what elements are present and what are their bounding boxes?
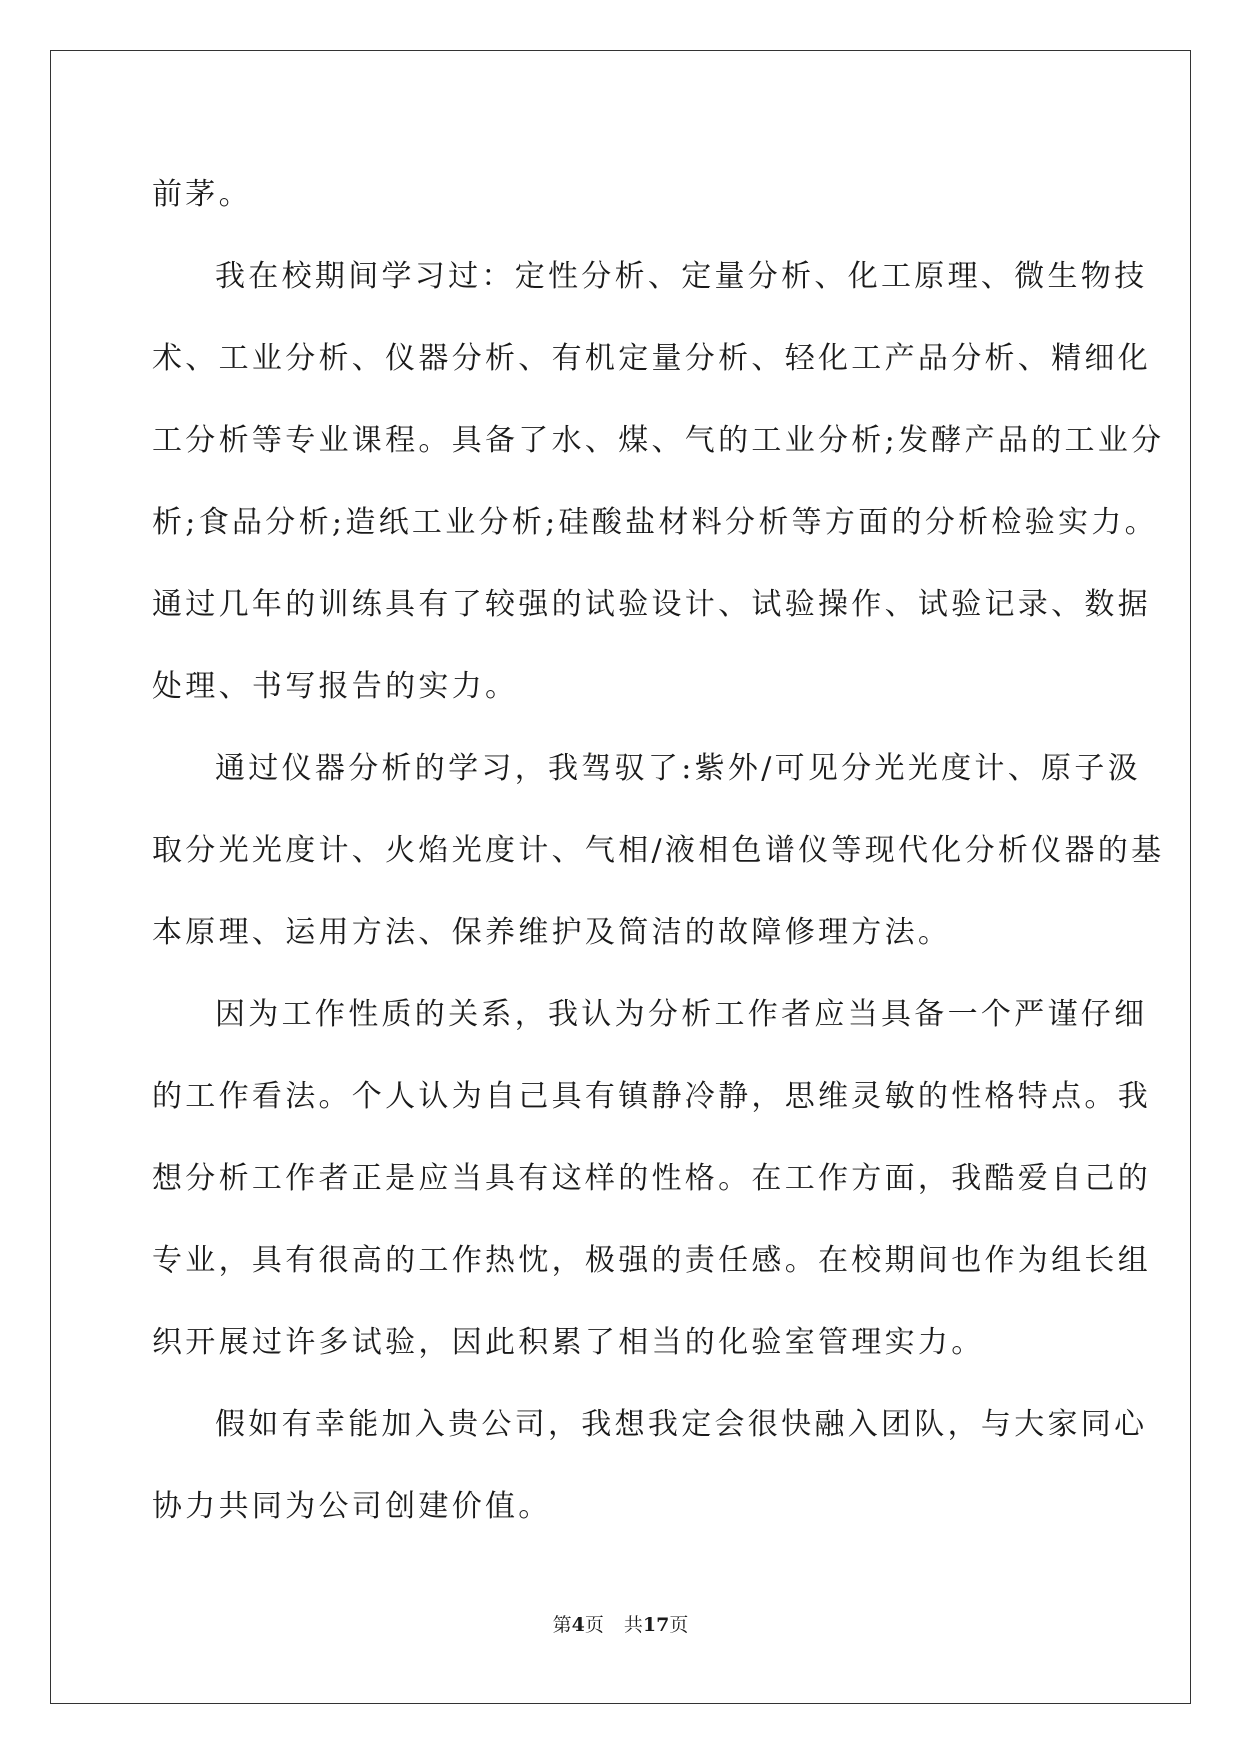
paragraph-first-line: 我在校期间学习过：定性分析、定量分析、化工原理、微生物技 (215, 259, 1148, 294)
total-prefix: 共 (623, 1614, 643, 1636)
text-line: 专业，具有很高的工作热忱，极强的责任感。在校期间也作为组长组 (152, 1243, 1151, 1278)
paragraph-first-line: 通过仪器分析的学习，我驾驭了:紫外/可见分光光度计、原子汲 (215, 751, 1141, 786)
text-line: 析;食品分析;造纸工业分析;硅酸盐材料分析等方面的分析检验实力。 (152, 505, 1158, 540)
page-number: 4 (571, 1614, 585, 1636)
text-line: 处理、书写报告的实力。 (152, 669, 519, 704)
text-line: 术、工业分析、仪器分析、有机定量分析、轻化工产品分析、精细化 (152, 341, 1151, 376)
text-line: 前茅。 (152, 177, 252, 212)
page-prefix: 第 (552, 1614, 572, 1636)
page-footer (0, 1610, 1241, 1637)
text-line: 通过几年的训练具有了较强的试验设计、试验操作、试验记录、数据 (152, 587, 1151, 622)
text-line: 工分析等专业课程。具备了水、煤、气的工业分析;发酵产品的工业分 (152, 423, 1165, 458)
paragraph-first-line: 假如有幸能加入贵公司，我想我定会很快融入团队，与大家同心 (215, 1407, 1148, 1442)
page-suffix: 页 (584, 1614, 604, 1636)
text-line: 的工作看法。个人认为自己具有镇静冷静，思维灵敏的性格特点。我 (152, 1079, 1151, 1114)
text-line: 想分析工作者正是应当具有这样的性格。在工作方面，我酷爱自己的 (152, 1161, 1151, 1196)
text-line: 协力共同为公司创建价值。 (152, 1489, 552, 1524)
text-line: 织开展过许多试验，因此积累了相当的化验室管理实力。 (152, 1325, 985, 1360)
total-suffix: 页 (669, 1614, 689, 1636)
document-body (152, 154, 1165, 1548)
text-line: 本原理、运用方法、保养维护及简洁的故障修理方法。 (152, 915, 952, 950)
total-pages: 17 (642, 1614, 670, 1636)
text-line: 取分光光度计、火焰光度计、气相/液相色谱仪等现代化分析仪器的基 (152, 833, 1165, 868)
paragraph-first-line: 因为工作性质的关系，我认为分析工作者应当具备一个严谨仔细 (215, 997, 1148, 1032)
